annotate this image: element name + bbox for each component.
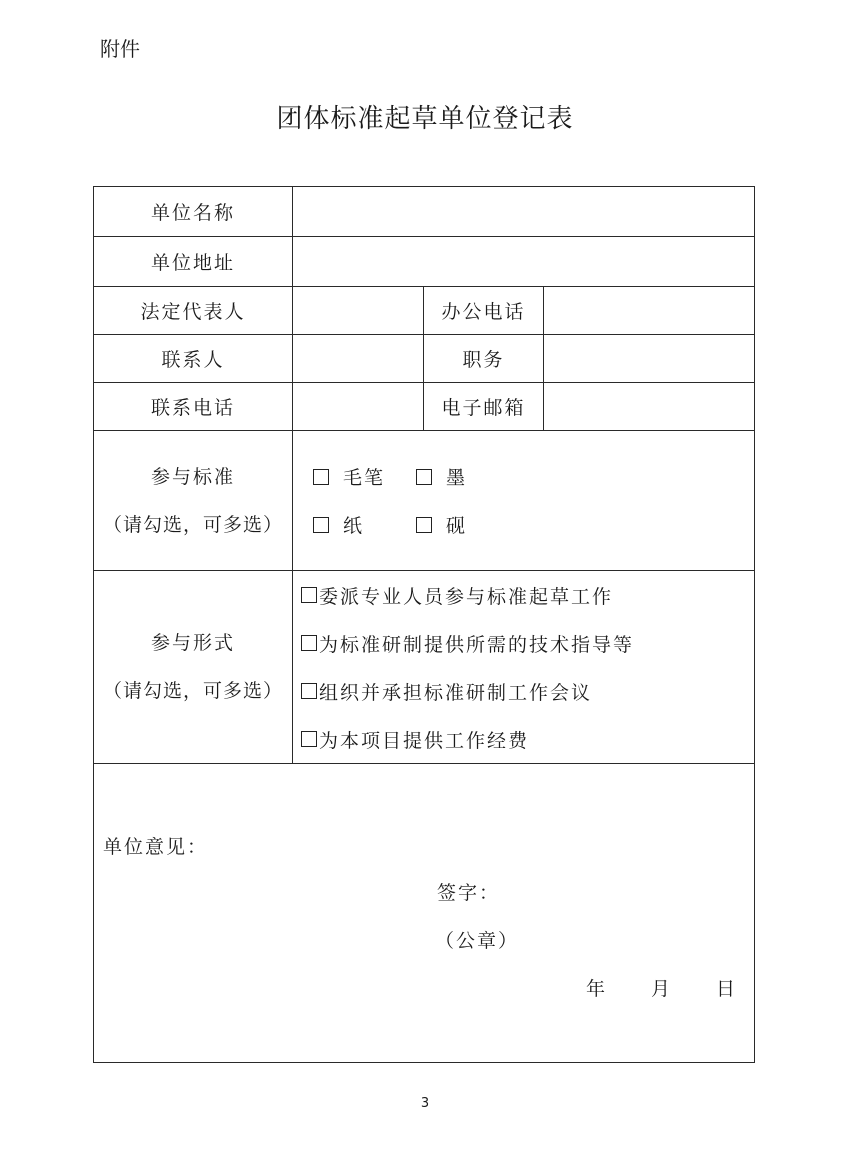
option-label: 为本项目提供工作经费: [319, 729, 530, 752]
standards-label-hint: （请勾选，可多选）: [102, 513, 283, 536]
contact-phone-field[interactable]: [293, 383, 424, 431]
participation-option[interactable]: [301, 619, 754, 667]
standards-options: [293, 431, 755, 571]
checkbox[interactable]: [416, 517, 432, 533]
official-seal-label: （公章）: [435, 930, 520, 952]
email-label: 电子邮箱: [424, 383, 544, 431]
option-label: 委派专业人员参与标准起草工作: [319, 585, 614, 608]
email-field[interactable]: [544, 383, 755, 431]
unit-opinion-label: 单位意见：: [103, 836, 209, 858]
standards-label: [94, 431, 293, 571]
participation-options: [293, 571, 755, 764]
unit-address-field[interactable]: [293, 237, 755, 287]
unit-name-field[interactable]: [293, 187, 755, 237]
standard-option-ink[interactable]: [416, 463, 519, 490]
checkbox[interactable]: [313, 517, 329, 533]
unit-opinion-section[interactable]: [94, 764, 755, 1063]
position-label: 职务: [424, 335, 544, 383]
standard-option-brush[interactable]: [313, 463, 416, 490]
participation-option[interactable]: [301, 667, 754, 715]
option-label: 纸: [343, 515, 365, 537]
participation-label-title: 参与形式: [150, 632, 235, 654]
standard-option-paper[interactable]: [313, 511, 416, 538]
legal-representative-field[interactable]: [293, 287, 424, 335]
checkbox[interactable]: [301, 635, 317, 651]
position-field[interactable]: [544, 335, 755, 383]
checkbox[interactable]: [301, 587, 317, 603]
office-phone-field[interactable]: [544, 287, 755, 335]
participation-label: [94, 571, 293, 764]
legal-representative-label: 法定代表人: [94, 287, 293, 335]
standards-label-title: 参与标准: [150, 465, 235, 488]
option-label: 墨: [446, 467, 468, 489]
participation-option[interactable]: [301, 715, 754, 763]
checkbox[interactable]: [416, 469, 432, 485]
participation-label-hint: （请勾选，可多选）: [102, 680, 283, 702]
unit-name-label: 单位名称: [94, 187, 293, 237]
option-label: 砚: [446, 515, 468, 537]
option-label: 组织并承担标准研制工作会议: [319, 681, 593, 704]
checkbox[interactable]: [313, 469, 329, 485]
contact-person-label: 联系人: [94, 335, 293, 383]
date-year-label: 年: [586, 978, 608, 1000]
signature-label: 签字：: [437, 882, 501, 904]
checkbox[interactable]: [301, 683, 317, 699]
page-title: 团体标准起草单位登记表: [276, 104, 574, 134]
page-number: 3: [420, 1096, 430, 1111]
participation-option[interactable]: [301, 571, 754, 619]
date-month-label: 月: [651, 978, 673, 1000]
checkbox[interactable]: [301, 731, 317, 747]
attachment-label: 附件: [100, 37, 140, 61]
option-label: 为标准研制提供所需的技术指导等: [319, 633, 635, 656]
office-phone-label: 办公电话: [424, 287, 544, 335]
date-day-label: 日: [716, 978, 738, 1000]
contact-phone-label: 联系电话: [94, 383, 293, 431]
option-label: 毛笔: [343, 467, 386, 489]
registration-form-table: [93, 186, 755, 1063]
contact-person-field[interactable]: [293, 335, 424, 383]
unit-address-label: 单位地址: [94, 237, 293, 287]
standard-option-inkstone[interactable]: [416, 511, 519, 538]
